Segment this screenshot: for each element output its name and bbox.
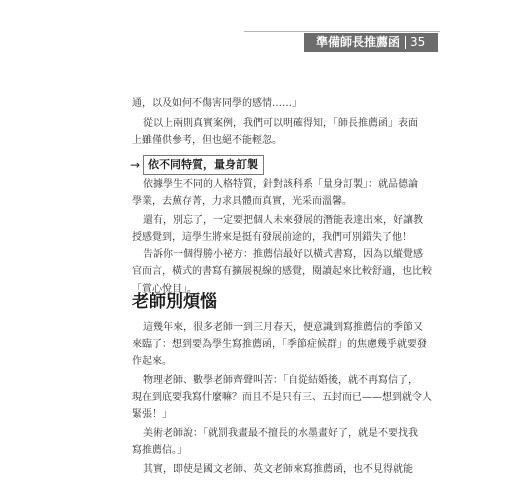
body-line: 上雖僅供參考，但也絕不能輕忽。: [132, 135, 282, 146]
subheading-text: 依不同特質，量身訂製: [148, 158, 258, 171]
body-line: 這幾年來，很多老師一到三月春天，便意識到寫推薦信的季節又: [143, 322, 423, 333]
body-line: 美術老師說：「就罰我畫最不擅長的水墨畫好了，就是不要找我: [143, 428, 418, 439]
subheading-box: [143, 155, 264, 175]
body-line: 通，以及如何不傷害同學的感情……」: [132, 98, 302, 109]
header-rule: [244, 31, 440, 32]
body-line: 依據學生不同的人格特質，針對該科系「量身訂製」：就品德論: [143, 179, 418, 190]
body-line: 緊張！」: [132, 409, 172, 420]
body-line: 寫推薦信。」: [132, 445, 187, 456]
page-number: 35: [410, 35, 426, 49]
body-line: 學業，去蕪存菁，力求具體而真實，光采而溫馨。: [132, 196, 352, 207]
body-line: 授感覺到，這學生將來是挺有發展前途的，我們可別錯失了他！: [132, 232, 412, 243]
subheading-block: [130, 155, 264, 175]
arrow-icon: →: [130, 158, 141, 172]
body-line: 現在到底要我寫什麼嘛？而且不是只有三、五封而已——想到就令人: [132, 392, 432, 403]
body-line: 「賞心悅目」。: [132, 284, 197, 295]
body-line: 官而言，橫式的書寫有擴展視線的感覺，閱讀起來比較舒適，也比較: [132, 266, 432, 277]
body-line: 來臨了：想到要為學生寫推薦函，「季節症候群」的焦慮幾乎就要發: [132, 339, 427, 350]
body-line: 從以上兩則真實案例，我們可以明確得知，「師長推薦函」表面: [143, 118, 418, 129]
chapter-title: 準備師長推薦函: [316, 35, 401, 49]
body-line: 其實，即使是國文老師、英文老師來寫推薦函，也不見得就能: [143, 464, 413, 475]
body-line: 還有，別忘了，一定要把個人未來發展的潛能表達出來，好讓教: [143, 215, 423, 226]
body-line: 作起來。: [132, 356, 172, 367]
section-title: 老師別煩惱: [132, 292, 217, 312]
header-separator: [405, 36, 406, 49]
body-line: 告訴你一個得勝小祕方：推薦信最好以橫式書寫，因為以縱覺感: [143, 249, 423, 260]
body-line: 物理老師、數學老師齊聲叫苦：「自從結婚後，就不再寫信了，: [143, 375, 418, 386]
